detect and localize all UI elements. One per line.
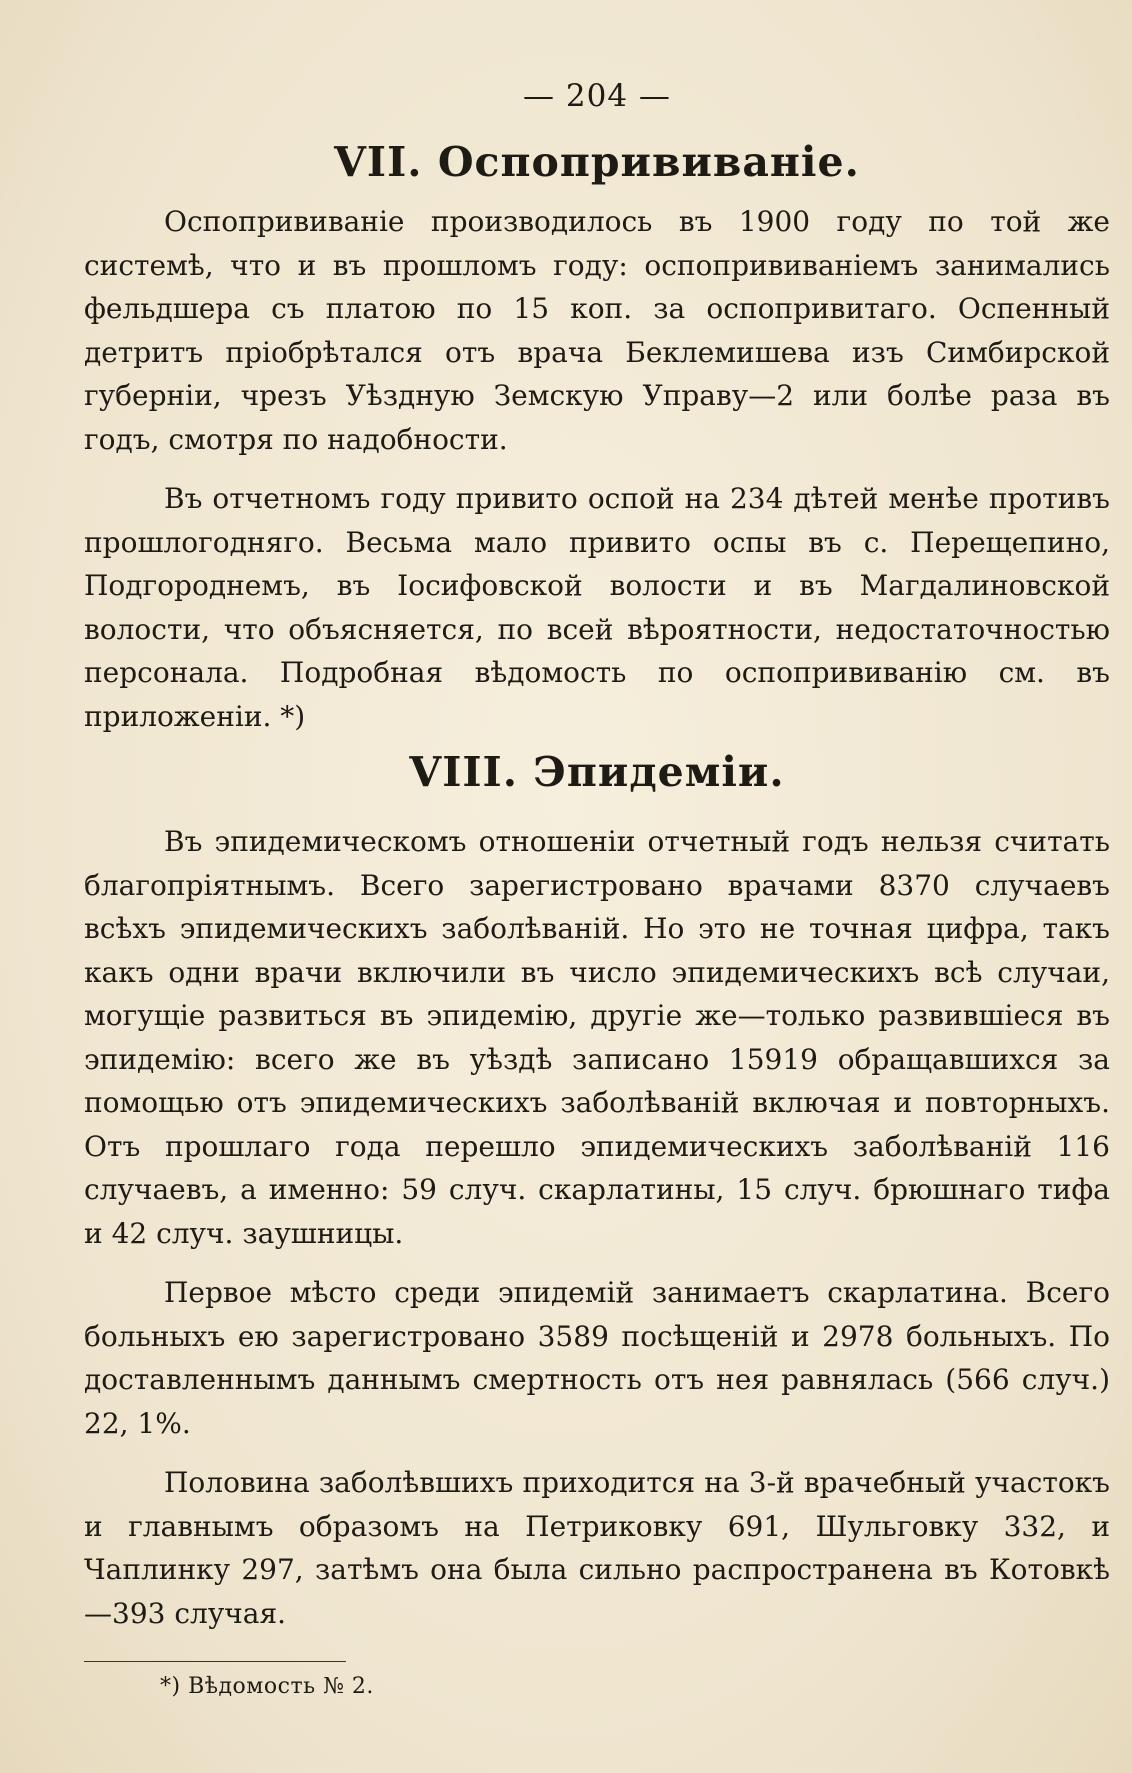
document-page [84, 78, 1110, 1699]
paragraph: Половина заболѣвшихъ приходится на 3-й врачебный участокъ и главнымъ образомъ на Петриковку 691, Шульговку 332, и Чаплинку 297, затѣмъ она была сильно распространена въ Котовкѣ—393 случая. [84, 1466, 1110, 1630]
footnote: *) Вѣдомость № 2. [160, 1674, 374, 1699]
section-title-epidemics: VIII. Эпидеміи. [409, 748, 785, 796]
paragraph: Въ эпидемическомъ отношеніи отчетный годъ нельзя считать благопріятнымъ. Всего зарегистровано врачами 8370 случаевъ всѣхъ эпидемическихъ заболѣваній. Но это не точная цифра, такъ какъ одни врачи включили въ число эпидемическихъ всѣ случаи, могущіе развиться въ эпидемію, другіе же—только развившіеся въ эпидемію: всего же въ уѣздѣ записано 15919 обращавшихся за помощью отъ эпидемическихъ заболѣваній включая и повторныхъ. Отъ прошлаго года перешло эпидемическихъ заболѣваній 116 случаевъ, а именно: 59 случ. скарлатины, 15 случ. брюшнаго тифа и 42 случ. заушницы. [84, 825, 1110, 1250]
section-title-vaccination: VII. Оспопрививаніе. [334, 138, 860, 186]
paragraph: Первое мѣсто среди эпидемій занимаетъ скарлатина. Всего больныхъ ею зарегистровано 3589 посѣщеній и 2978 больныхъ. По доставленнымъ даннымъ смертность отъ нея равнялась (566 случ.) 22, 1%. [84, 1276, 1110, 1440]
paragraph: Оспопрививаніе производилось въ 1900 году по той же системѣ, что и въ прошломъ году: оспопрививаніемъ занимались фельдшера съ платою по 15 коп. за оспопривитаго. Оспенный детритъ пріобрѣтался отъ врача Беклемишева изъ Симбирской губерніи, чрезъ Уѣздную Земскую Управу—2 или болѣе раза въ годъ, смотря по надобности. [84, 205, 1110, 456]
paragraph: Въ отчетномъ году привито оспой на 234 дѣтей менѣе противъ прошлогодняго. Весьма мало привито оспы въ с. Перещепино, Подгороднемъ, въ Іосифовской волости и въ Магдалиновской волости, что объясняется, по всей вѣроятности, недостаточностью персонала. Подробная вѣдомость по оспопрививанію см. въ приложеніи. *) [84, 482, 1110, 733]
footnote-divider [84, 1661, 346, 1662]
page-number: — 204 — [523, 78, 671, 114]
